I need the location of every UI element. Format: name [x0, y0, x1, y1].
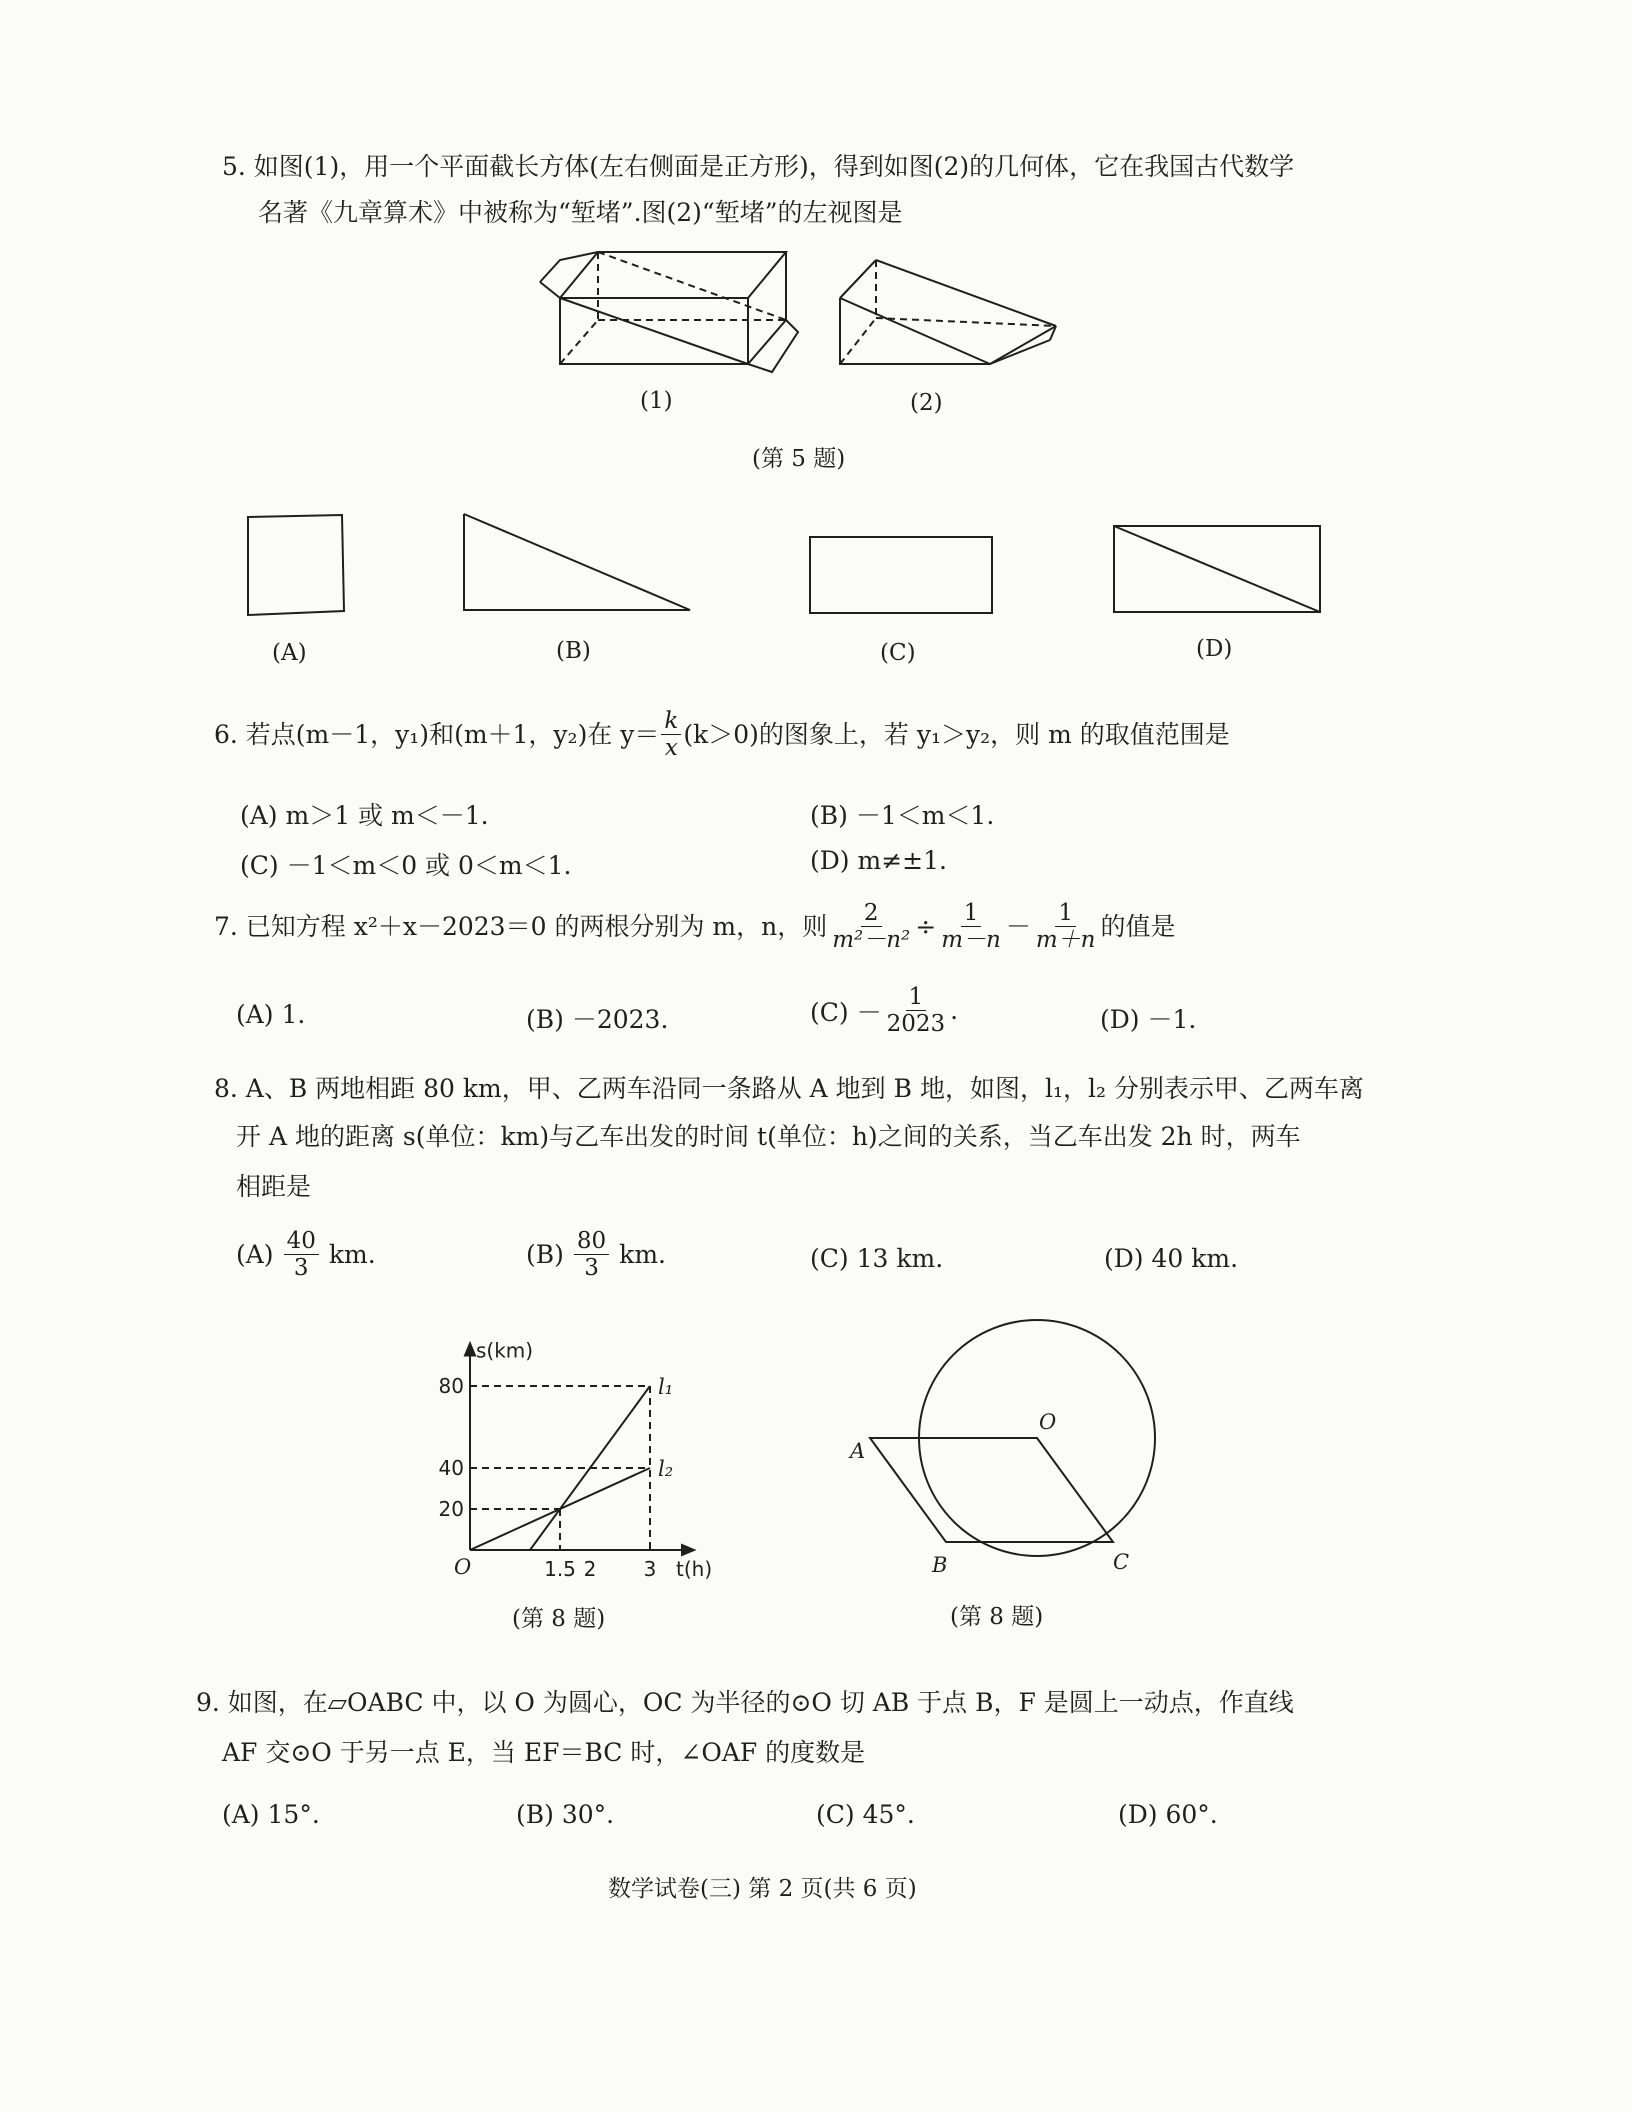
label-a: A	[850, 1439, 866, 1463]
q8-option-b	[526, 1228, 666, 1282]
series-label-2: l₂	[658, 1457, 674, 1481]
x-axis-arrow	[682, 1545, 694, 1555]
q6-text-b: (k＞0)的图象上，若 y₁＞y₂，则 m 的取值范围是	[683, 719, 1230, 749]
series-label-1: l₁	[658, 1375, 674, 1399]
q7-option-a: (A) 1.	[236, 1000, 306, 1029]
q5-line2: 名著《九章算术》中被称为“堑堵”.图(2)“堑堵”的左视图是	[258, 198, 903, 227]
q7-option-c-suffix: .	[950, 996, 959, 1026]
q8-option-c: (C) 13 km.	[810, 1244, 944, 1273]
q7-option-b: (B) －2023.	[526, 1005, 669, 1034]
y-tick-20: 20	[438, 1497, 464, 1521]
y-axis-arrow	[465, 1344, 475, 1356]
q7-stem	[214, 900, 1176, 954]
q5-caption: (第 5 题)	[752, 446, 846, 472]
q9-line2: AF 交⊙O 于另一点 E，当 EF＝BC 时，∠OAF 的度数是	[222, 1738, 866, 1767]
label-o: O	[1039, 1410, 1057, 1434]
q6-fraction	[661, 708, 681, 762]
q5-option-a-figure	[246, 515, 346, 615]
q8-caption-left: (第 8 题)	[512, 1606, 606, 1632]
q9-option-b: (B) 30°.	[516, 1800, 615, 1829]
q7-option-c-den: 2023	[886, 1011, 946, 1038]
q8-option-b-suffix: km.	[619, 1240, 666, 1270]
q6-stem	[214, 708, 1230, 762]
page-footer: 数学试卷(三) 第 2 页(共 6 页)	[608, 1876, 917, 1902]
q5-fig1-label: (1)	[640, 388, 673, 414]
q8-option-b-den: 3	[584, 1255, 599, 1282]
q8-option-d: (D) 40 km.	[1104, 1244, 1239, 1273]
q7-fraction-2	[938, 900, 1004, 954]
q6-option-a: (A) m＞1 或 m＜－1.	[240, 801, 489, 830]
q5-option-b: (B)	[556, 638, 591, 664]
q9-line1: 9. 如图，在▱OABC 中，以 O 为圆心，OC 为半径的⊙O 切 AB 于点 B，F 是圆上一动点，作直线	[196, 1688, 1294, 1717]
q5-fig2-label: (2)	[910, 390, 943, 416]
q7-text-b: 的值是	[1100, 911, 1176, 941]
y-axis-label: s(km)	[476, 1338, 534, 1363]
q8-option-b-num: 80	[574, 1228, 609, 1255]
q8-line3: 相距是	[236, 1172, 312, 1201]
q9-option-d: (D) 60°.	[1118, 1800, 1218, 1829]
q8-option-a-num: 40	[284, 1228, 319, 1255]
label-b: B	[932, 1553, 948, 1577]
q7-option-c-prefix: (C) －	[810, 997, 882, 1027]
q6-frac-num: k	[661, 708, 681, 735]
q7-f3-den: m＋n	[1035, 927, 1096, 954]
x-tick-3: 3	[643, 1557, 657, 1581]
q8-caption-right: (第 8 题)	[950, 1604, 1044, 1630]
label-c: C	[1113, 1550, 1130, 1574]
q7-f2-num: 1	[961, 900, 982, 927]
q7-option-d: (D) －1.	[1100, 1005, 1197, 1034]
x-tick-2: 2	[583, 1557, 597, 1581]
q5-option-d-figure	[1112, 524, 1322, 614]
q6-option-b: (B) －1＜m＜1.	[810, 801, 995, 830]
q7-option-c-num: 1	[906, 984, 927, 1011]
q6-frac-den: x	[664, 735, 678, 762]
q7-option-c-frac	[884, 984, 949, 1038]
y-tick-80: 80	[438, 1374, 464, 1398]
q7-f2-den: m－n	[941, 927, 1001, 954]
q7-option-c	[810, 984, 958, 1038]
q8-line2: 开 A 地的距离 s(单位：km)与乙车出发的时间 t(单位：h)之间的关系，当乙车出发 2h 时，两车	[236, 1122, 1301, 1151]
q5-figure-1	[540, 240, 820, 380]
q9-option-c: (C) 45°.	[816, 1800, 915, 1829]
q6-option-c: (C) －1＜m＜0 或 0＜m＜1.	[240, 851, 572, 880]
q8-distance-time-chart	[430, 1310, 720, 1580]
x-tick-1-5: 1.5	[544, 1557, 576, 1581]
q7-f1-den: m²－n²	[832, 927, 911, 954]
q5-option-d: (D)	[1196, 636, 1233, 662]
q5-line1: 5. 如图(1)，用一个平面截长方体(左右侧面是正方形)，得到如图(2)的几何体，它在我国古代数学	[222, 152, 1295, 181]
origin-label: O	[454, 1555, 472, 1579]
q5-option-b-figure	[462, 512, 692, 612]
q7-f1-num: 2	[861, 900, 882, 927]
q8-option-b-prefix: (B)	[526, 1240, 564, 1270]
q8-option-a-suffix: km.	[328, 1240, 376, 1270]
q8-option-a	[236, 1228, 376, 1282]
x-axis-label: t(h)	[676, 1557, 713, 1581]
q8-option-a-den: 3	[293, 1255, 309, 1282]
y-tick-40: 40	[438, 1456, 464, 1480]
q8-option-a-frac	[284, 1228, 319, 1282]
q7-op1: ÷	[915, 911, 937, 941]
q8-option-a-prefix: (A)	[236, 1240, 274, 1270]
q5-option-c-figure	[808, 535, 994, 615]
q8-option-b-frac	[574, 1228, 609, 1282]
q7-f3-num: 1	[1055, 900, 1076, 927]
q7-fraction-1	[829, 900, 913, 954]
q9-circle-figure	[850, 1305, 1170, 1595]
q6-text-a: 6. 若点(m－1，y₁)和(m＋1，y₂)在 y＝	[214, 719, 660, 749]
q9-option-a: (A) 15°.	[222, 1800, 320, 1829]
q5-option-a: (A)	[272, 640, 307, 666]
q5-option-c: (C)	[880, 640, 916, 666]
q7-text-a: 7. 已知方程 x²＋x－2023＝0 的两根分别为 m，n，则	[214, 911, 828, 941]
q7-fraction-3	[1033, 900, 1099, 954]
q6-option-d: (D) m≠±1.	[810, 846, 947, 875]
q5-figure-2	[830, 248, 1070, 378]
q7-op2: －	[1005, 911, 1031, 941]
q8-line1: 8. A、B 两地相距 80 km，甲、乙两车沿同一条路从 A 地到 B 地，如图，l₁，l₂ 分别表示甲、乙两车离	[214, 1074, 1364, 1103]
